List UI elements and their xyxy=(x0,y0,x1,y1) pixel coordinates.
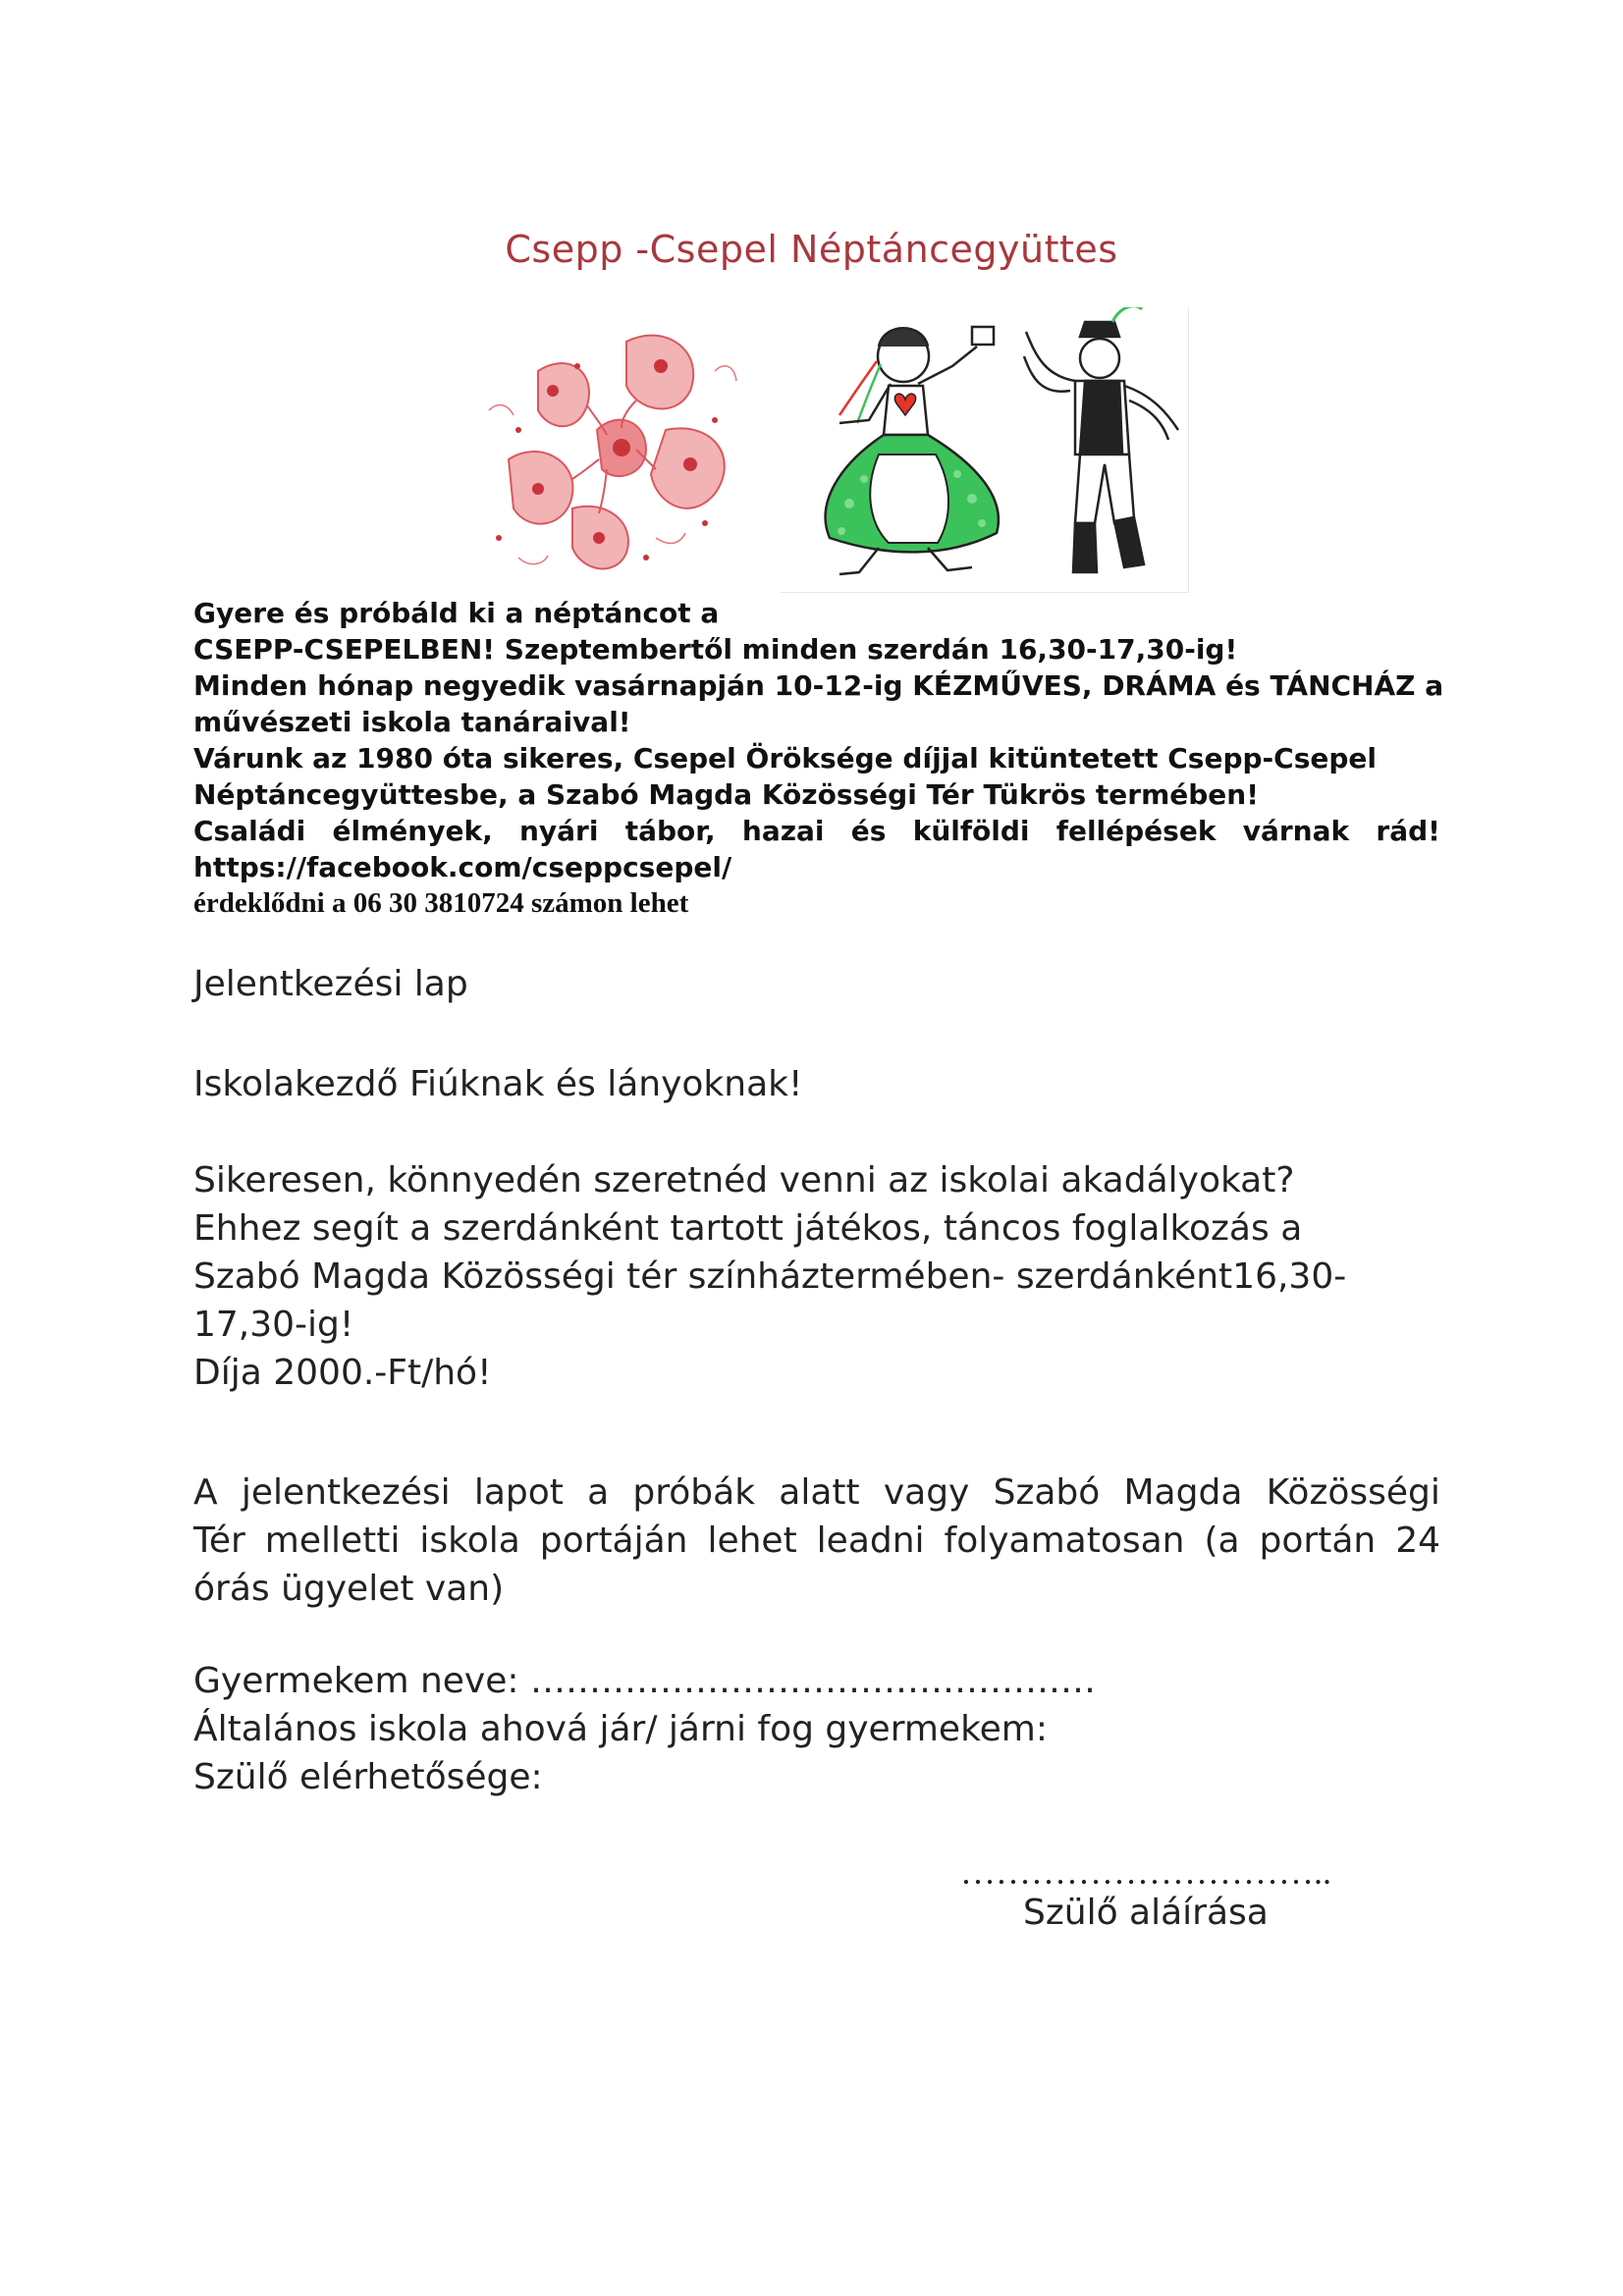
signature-label: Szülő aláírása xyxy=(1023,1893,1269,1933)
word: Magda xyxy=(1123,1472,1243,1513)
signature-line[interactable]: ………………………….. xyxy=(960,1852,1331,1892)
word: portán xyxy=(1259,1521,1377,1561)
word: Szabó xyxy=(993,1472,1101,1513)
word: portáján xyxy=(539,1521,688,1561)
paragraph-line-justified xyxy=(193,1517,1440,1565)
info-line: Néptáncegyüttesbe, a Szabó Magda Közösségi Tér Tükrös termében! xyxy=(193,778,1259,811)
word: melletti xyxy=(264,1521,401,1561)
word: hazai xyxy=(741,815,825,847)
red-folk-embroidery-icon xyxy=(479,312,749,585)
word: Közösségi xyxy=(1266,1472,1440,1513)
parent-contact-field[interactable]: Szülő elérhetősége: xyxy=(193,1757,543,1797)
word: (a xyxy=(1204,1521,1240,1561)
word: és xyxy=(850,815,887,847)
paragraph-line: Szabó Magda Közösségi tér színháztermében- szerdánként16,30- xyxy=(193,1256,1347,1297)
word: iskola xyxy=(419,1521,520,1561)
submission-paragraph xyxy=(193,1468,1440,1613)
word: tábor, xyxy=(624,815,716,847)
audience-line xyxy=(193,1060,1440,1108)
paragraph-line: órás ügyelet van) xyxy=(193,1569,505,1609)
paragraph-line: Sikeresen, könnyedén szeretnéd venni az iskolai akadályokat? xyxy=(193,1160,1295,1201)
word: 24 xyxy=(1395,1521,1440,1561)
word: külföldi xyxy=(912,815,1030,847)
word: lehet xyxy=(707,1521,797,1561)
price-line: Díja 2000.-Ft/hó! xyxy=(193,1353,492,1393)
info-line: Gyere és próbáld ki a néptáncot a xyxy=(193,597,720,629)
info-line: Minden hónap negyedik vasárnapján 10-12-ig KÉZMŰVES, DRÁMA és TÁNCHÁZ a xyxy=(193,669,1444,702)
folk-dancers-couple-icon xyxy=(781,307,1189,593)
word: várnak xyxy=(1242,815,1350,847)
form-heading xyxy=(193,960,1440,1008)
word: élmények, xyxy=(332,815,493,847)
word: fellépések xyxy=(1055,815,1217,847)
word: jelentkezési xyxy=(241,1472,451,1513)
word: a xyxy=(587,1472,610,1513)
word: alatt xyxy=(779,1472,860,1513)
word: A xyxy=(193,1472,218,1513)
info-block xyxy=(193,595,1444,922)
description-paragraph xyxy=(193,1156,1440,1397)
info-line: művészeti iskola tanáraival! xyxy=(193,706,631,738)
word: rád! xyxy=(1376,815,1440,847)
word: nyári xyxy=(518,815,599,847)
word: folyamatosan xyxy=(944,1521,1185,1561)
paragraph-line-justified xyxy=(193,1468,1440,1517)
audience-text: Iskolakezdő Fiúknak és lányoknak! xyxy=(193,1064,803,1104)
word: leadni xyxy=(816,1521,925,1561)
word: vagy xyxy=(883,1472,970,1513)
word: Tér xyxy=(193,1521,245,1561)
info-line: Várunk az 1980 óta sikeres, Csepel Öröksége díjjal kitüntetett Csepp-Csepel xyxy=(193,742,1377,774)
info-line-justified xyxy=(193,813,1440,849)
school-field[interactable]: Általános iskola ahová jár/ járni fog gyermekem: xyxy=(193,1709,1048,1749)
contact-phone: érdeklődni a 06 30 3810724 számon lehet xyxy=(193,887,689,919)
paragraph-line: Ehhez segít a szerdánként tartott játékos, táncos foglalkozás a xyxy=(193,1208,1303,1249)
word: Családi xyxy=(193,815,306,847)
word: lapot xyxy=(473,1472,564,1513)
paragraph-line: 17,30-ig! xyxy=(193,1305,354,1345)
page-title: Csepp -Csepel Néptáncegyüttes xyxy=(505,228,1118,271)
word: próbák xyxy=(632,1472,756,1513)
info-line: CSEPP-CSEPELBEN! Szeptembertől minden szerdán 16,30-17,30-ig! xyxy=(193,633,1238,666)
form-heading-text: Jelentkezési lap xyxy=(193,964,468,1004)
form-fields xyxy=(193,1657,1440,1801)
child-name-field[interactable]: Gyermekem neve: ………………………………………… xyxy=(193,1661,1096,1701)
facebook-link[interactable]: https://facebook.com/cseppcsepel/ xyxy=(193,851,732,883)
